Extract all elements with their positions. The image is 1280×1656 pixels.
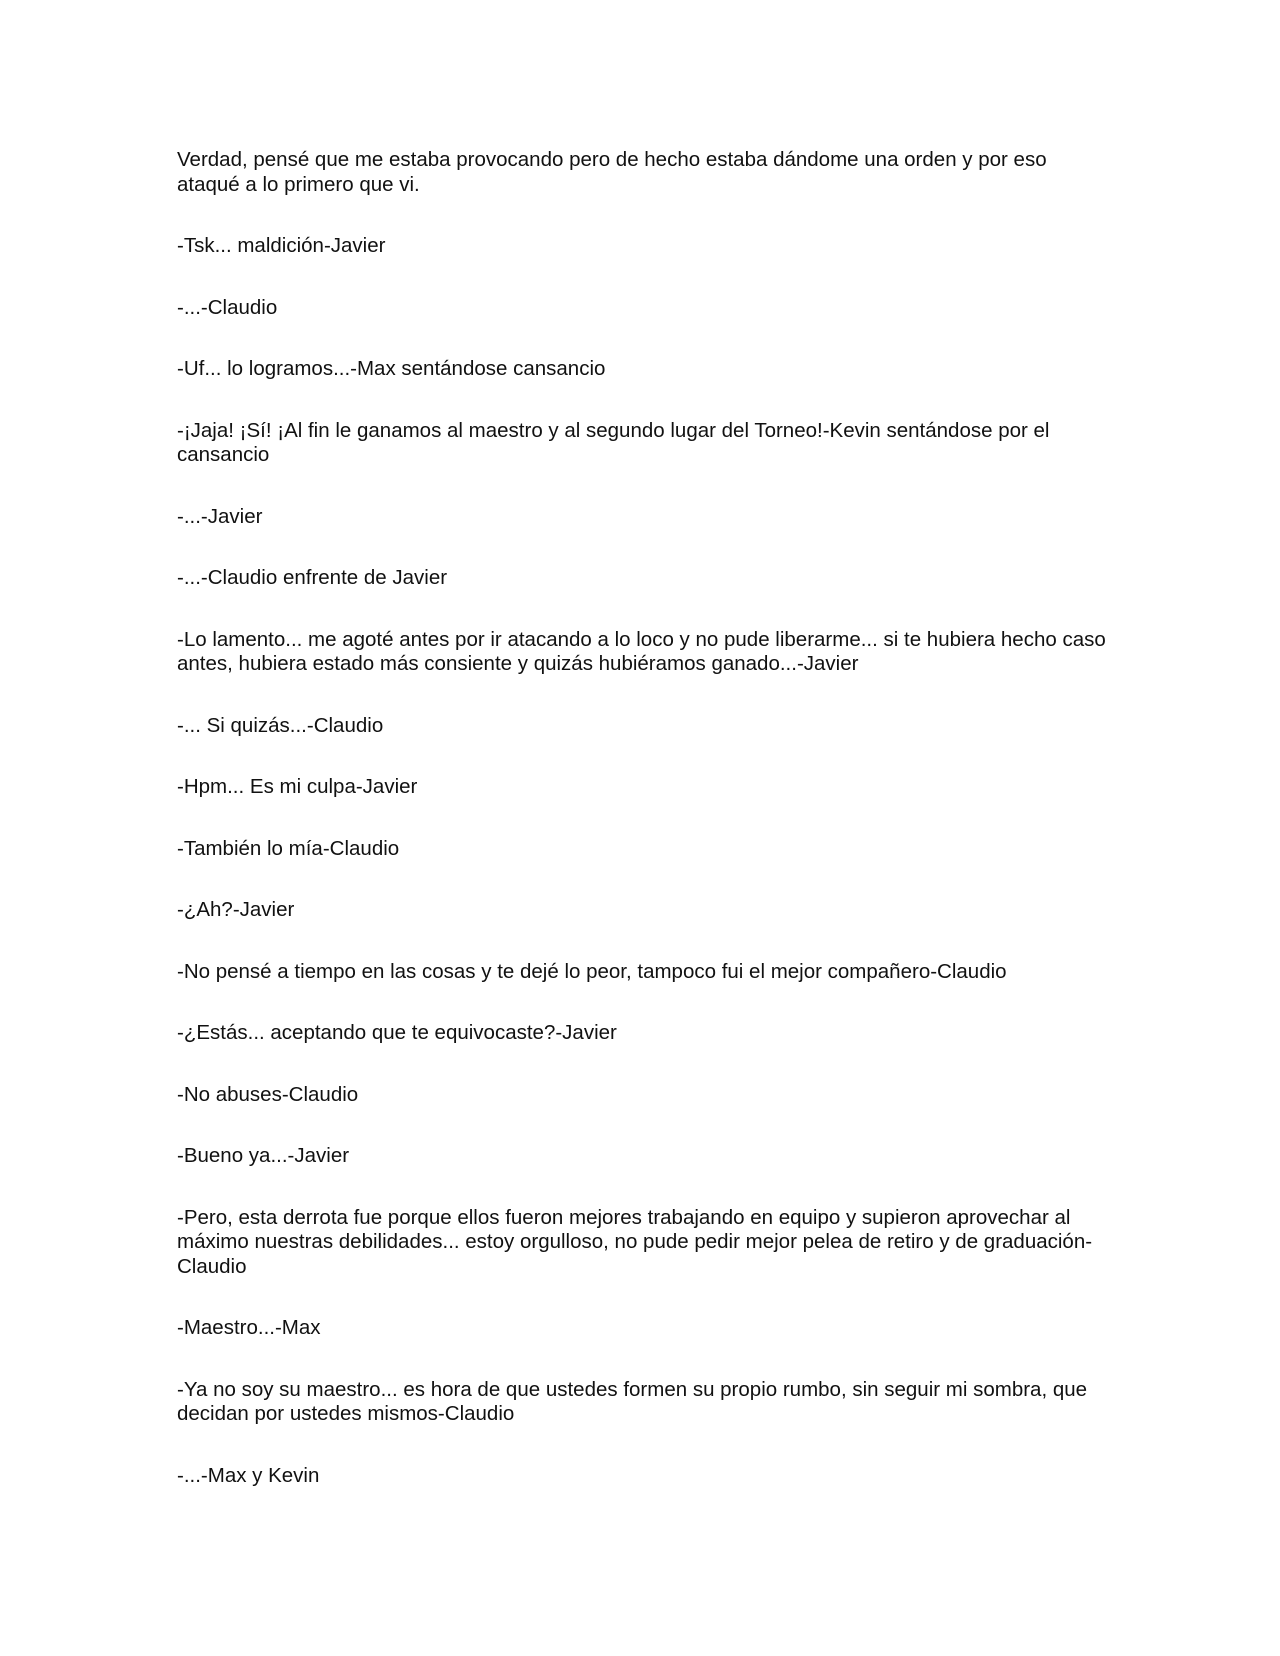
- paragraph: -No abuses-Claudio: [177, 1082, 359, 1106]
- paragraph: -Ya no soy su maestro... es hora de que ustedes formen su propio rumbo, sin seguir mi sombra, que decidan por ustedes mismos-Claudio: [177, 1377, 1088, 1425]
- paragraph: -¿Estás... aceptando que te equivocaste?-Javier: [177, 1021, 617, 1044]
- paragraph: -Uf... lo logramos...-Max sentándose cansancio: [177, 357, 606, 380]
- document-body: [177, 148, 1107, 1525]
- paragraph: -Lo lamento... me agoté antes por ir atacando a lo loco y no pude liberarme... si te hubiera hecho caso antes, hubiera estado más consiente y quizás hubiéramos ganado...-Javier: [177, 627, 1106, 675]
- paragraph: Verdad, pensé que me estaba provocando pero de hecho estaba dándome una orden y por eso ataqué a lo primero que vi.: [177, 148, 1047, 196]
- paragraph: -¡Jaja! ¡Sí! ¡Al fin le ganamos al maestro y al segundo lugar del Torneo!-Kevin sentándose por el cansancio: [177, 418, 1050, 466]
- paragraph: -Hpm... Es mi culpa-Javier: [177, 775, 418, 798]
- paragraph: -¿Ah?-Javier: [177, 898, 295, 921]
- paragraph: -...-Claudio enfrente de Javier: [177, 566, 448, 589]
- paragraph: -Bueno ya...-Javier: [177, 1144, 350, 1167]
- paragraph: -Tsk... maldición-Javier: [177, 234, 386, 257]
- paragraph: -También lo mía-Claudio: [177, 836, 400, 860]
- paragraph: -...-Claudio: [177, 295, 278, 319]
- paragraph: -... Si quizás...-Claudio: [177, 713, 384, 737]
- paragraph: -Pero, esta derrota fue porque ellos fueron mejores trabajando en equipo y supieron aprovechar al máximo nuestras debilidades... estoy orgulloso, no pude pedir mejor pelea de retiro y de graduación-Claudio: [177, 1205, 1093, 1278]
- paragraph: -No pensé a tiempo en las cosas y te dejé lo peor, tampoco fui el mejor compañero-Claudio: [177, 959, 1007, 983]
- paragraph: -Maestro...-Max: [177, 1316, 321, 1339]
- paragraph: -...-Javier: [177, 504, 263, 528]
- paragraph: -...-Max y Kevin: [177, 1463, 320, 1487]
